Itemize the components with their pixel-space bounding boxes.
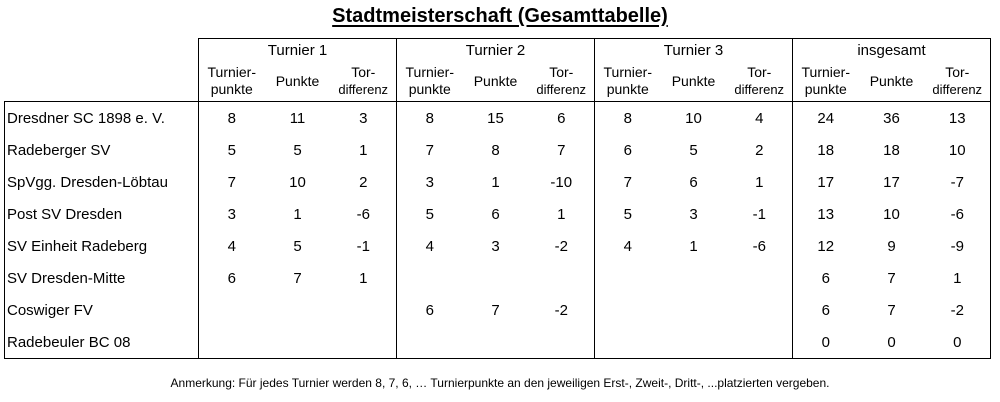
subheader-cell bbox=[199, 61, 265, 102]
value-cell: 1 bbox=[727, 166, 793, 198]
value-cell: 8 bbox=[491, 141, 500, 159]
value-cell: 1 bbox=[331, 134, 397, 166]
footnote: Anmerkung: Für jedes Turnier werden 8, 7, 6, … Turnierpunkte an den jeweiligen Erst-, Zweit-, Dritt-, ...platzierten vergeben. bbox=[170, 376, 830, 390]
value-cell bbox=[661, 294, 727, 326]
value-cell: 10 bbox=[883, 205, 900, 223]
value-cell bbox=[661, 262, 727, 294]
subheader-line: Tor- bbox=[351, 64, 376, 80]
value-cell bbox=[595, 326, 661, 359]
value-cell: 3 bbox=[397, 166, 463, 198]
value-cell: 6 bbox=[595, 134, 661, 166]
subheader-line: Turnier- bbox=[207, 64, 256, 80]
subheader-cell bbox=[397, 61, 463, 102]
subheader-line: Tor- bbox=[549, 64, 574, 80]
value-cell: 5 bbox=[397, 198, 463, 230]
value-cell: 5 bbox=[595, 198, 661, 230]
value-cell: 10 bbox=[289, 173, 306, 191]
value-cell: 12 bbox=[793, 230, 859, 262]
group-header-turnier-2: Turnier 2 bbox=[397, 39, 595, 62]
subheader-line: Turnier- bbox=[801, 64, 850, 80]
value-cell: 2 bbox=[331, 166, 397, 198]
value-cell: 6 bbox=[793, 294, 859, 326]
value-cell: 7 bbox=[887, 301, 896, 319]
value-cell: -1 bbox=[331, 230, 397, 262]
value-cell bbox=[595, 262, 661, 294]
value-cell: 15 bbox=[487, 109, 504, 127]
team-name-cell: Dresdner SC 1898 e. V. bbox=[5, 102, 199, 135]
value-cell: 4 bbox=[397, 230, 463, 262]
value-cell: 6 bbox=[491, 205, 500, 223]
value-cell bbox=[661, 326, 727, 359]
subheader-line: Tor- bbox=[945, 64, 970, 80]
value-cell: 11 bbox=[289, 109, 306, 127]
group-header-insgesamt: insgesamt bbox=[793, 39, 991, 62]
team-name-cell: SV Dresden-Mitte bbox=[5, 262, 199, 294]
value-cell bbox=[265, 326, 331, 359]
value-cell: 8 bbox=[595, 102, 661, 135]
value-cell bbox=[331, 326, 397, 359]
value-cell: 6 bbox=[529, 102, 595, 135]
value-cell: 8 bbox=[199, 102, 265, 135]
value-cell: 13 bbox=[925, 102, 991, 135]
subheader-line: differenz bbox=[338, 82, 389, 97]
value-cell: 7 bbox=[199, 166, 265, 198]
value-cell: -6 bbox=[331, 198, 397, 230]
title-text: Stadtmeisterschaft (Gesamttabelle) bbox=[332, 5, 668, 27]
subheader-cell bbox=[661, 61, 727, 102]
corner-cell bbox=[5, 39, 199, 62]
value-cell: -7 bbox=[925, 166, 991, 198]
page-title bbox=[0, 3, 1000, 29]
value-cell: 18 bbox=[883, 141, 900, 159]
subheader-cell bbox=[859, 61, 925, 102]
team-name-cell: Radebeuler BC 08 bbox=[5, 326, 199, 359]
table-row bbox=[5, 198, 991, 230]
value-cell: 3 bbox=[491, 237, 500, 255]
value-cell: 5 bbox=[199, 134, 265, 166]
value-cell: 1 bbox=[293, 205, 302, 223]
value-cell bbox=[199, 326, 265, 359]
value-cell bbox=[727, 294, 793, 326]
subheader-cell bbox=[727, 61, 793, 102]
value-cell bbox=[727, 262, 793, 294]
value-cell bbox=[199, 294, 265, 326]
value-cell: 6 bbox=[397, 294, 463, 326]
subheader-line: Tor- bbox=[747, 64, 772, 80]
subheader-line: differenz bbox=[536, 82, 587, 97]
value-cell bbox=[595, 294, 661, 326]
value-cell: 7 bbox=[293, 269, 302, 287]
value-cell: 1 bbox=[925, 262, 991, 294]
value-cell: -6 bbox=[925, 198, 991, 230]
subheader-cell bbox=[529, 61, 595, 102]
value-cell: 9 bbox=[887, 237, 896, 255]
value-cell: 1 bbox=[331, 262, 397, 294]
value-cell: -2 bbox=[529, 294, 595, 326]
subheader-cell bbox=[595, 61, 661, 102]
value-cell bbox=[265, 294, 331, 326]
table-row bbox=[5, 230, 991, 262]
value-cell: 10 bbox=[685, 109, 702, 127]
subheader-corner bbox=[5, 61, 199, 102]
subheader-line: differenz bbox=[932, 82, 983, 97]
value-cell: 7 bbox=[887, 269, 896, 287]
value-cell: 1 bbox=[689, 237, 698, 255]
value-cell: 17 bbox=[793, 166, 859, 198]
value-cell: 3 bbox=[689, 205, 698, 223]
group-header-turnier-3: Turnier 3 bbox=[595, 39, 793, 62]
team-name-cell: Radeberger SV bbox=[5, 134, 199, 166]
value-cell: 0 bbox=[859, 326, 925, 359]
subheader-line: punkte bbox=[210, 81, 253, 97]
value-cell: 6 bbox=[689, 173, 698, 191]
subheader-line: Punkte bbox=[869, 72, 914, 89]
subheader-line: Punkte bbox=[473, 72, 518, 89]
team-name-cell: Post SV Dresden bbox=[5, 198, 199, 230]
value-cell: 3 bbox=[331, 102, 397, 135]
value-cell bbox=[397, 262, 463, 294]
value-cell: 0 bbox=[793, 326, 859, 359]
subheader-cell bbox=[463, 61, 529, 102]
value-cell: 4 bbox=[727, 102, 793, 135]
value-cell: 7 bbox=[595, 166, 661, 198]
value-cell: 2 bbox=[727, 134, 793, 166]
value-cell: 5 bbox=[293, 237, 302, 255]
value-cell bbox=[529, 326, 595, 359]
value-cell: 17 bbox=[883, 173, 900, 191]
value-cell bbox=[463, 262, 529, 294]
subheader-line: differenz bbox=[734, 82, 785, 97]
subheader-line: Turnier- bbox=[405, 64, 454, 80]
subheader-line: punkte bbox=[606, 81, 649, 97]
value-cell: 7 bbox=[529, 134, 595, 166]
value-cell: 24 bbox=[793, 102, 859, 135]
value-cell: -1 bbox=[727, 198, 793, 230]
table-row bbox=[5, 166, 991, 198]
value-cell: -2 bbox=[925, 294, 991, 326]
value-cell: 8 bbox=[397, 102, 463, 135]
subheader-cell bbox=[331, 61, 397, 102]
table-row bbox=[5, 102, 991, 135]
subheader-line: punkte bbox=[804, 81, 847, 97]
team-name-cell: SV Einheit Radeberg bbox=[5, 230, 199, 262]
subheader-line: Punkte bbox=[275, 72, 320, 89]
table-row bbox=[5, 262, 991, 294]
value-cell: 1 bbox=[491, 173, 500, 191]
value-cell: 18 bbox=[793, 134, 859, 166]
value-cell: 0 bbox=[925, 326, 991, 359]
value-cell bbox=[529, 262, 595, 294]
team-name-cell: SpVgg. Dresden-Löbtau bbox=[5, 166, 199, 198]
subheader-line: punkte bbox=[408, 81, 451, 97]
subheader-line: Turnier- bbox=[603, 64, 652, 80]
value-cell: 4 bbox=[595, 230, 661, 262]
value-cell bbox=[727, 326, 793, 359]
table-row bbox=[5, 294, 991, 326]
value-cell: 36 bbox=[883, 109, 900, 127]
value-cell: 10 bbox=[925, 134, 991, 166]
value-cell bbox=[397, 326, 463, 359]
table-row bbox=[5, 134, 991, 166]
group-header-row bbox=[5, 39, 991, 62]
value-cell: -2 bbox=[529, 230, 595, 262]
value-cell bbox=[463, 326, 529, 359]
value-cell: 4 bbox=[199, 230, 265, 262]
team-name-cell: Coswiger FV bbox=[5, 294, 199, 326]
table-body bbox=[5, 102, 991, 359]
subheader-row bbox=[5, 61, 991, 102]
value-cell: 3 bbox=[199, 198, 265, 230]
value-cell bbox=[331, 294, 397, 326]
value-cell: 13 bbox=[793, 198, 859, 230]
standings-table bbox=[4, 38, 991, 359]
subheader-cell bbox=[265, 61, 331, 102]
subheader-cell bbox=[925, 61, 991, 102]
value-cell: 5 bbox=[689, 141, 698, 159]
subheader-line: Punkte bbox=[671, 72, 716, 89]
value-cell: 7 bbox=[397, 134, 463, 166]
subheader-cell bbox=[793, 61, 859, 102]
group-header-turnier-1: Turnier 1 bbox=[199, 39, 397, 62]
value-cell: 6 bbox=[199, 262, 265, 294]
value-cell: -10 bbox=[529, 166, 595, 198]
value-cell: 6 bbox=[793, 262, 859, 294]
value-cell: 5 bbox=[293, 141, 302, 159]
value-cell: -6 bbox=[727, 230, 793, 262]
value-cell: 1 bbox=[529, 198, 595, 230]
table-row bbox=[5, 326, 991, 359]
value-cell: -9 bbox=[925, 230, 991, 262]
value-cell: 7 bbox=[491, 301, 500, 319]
